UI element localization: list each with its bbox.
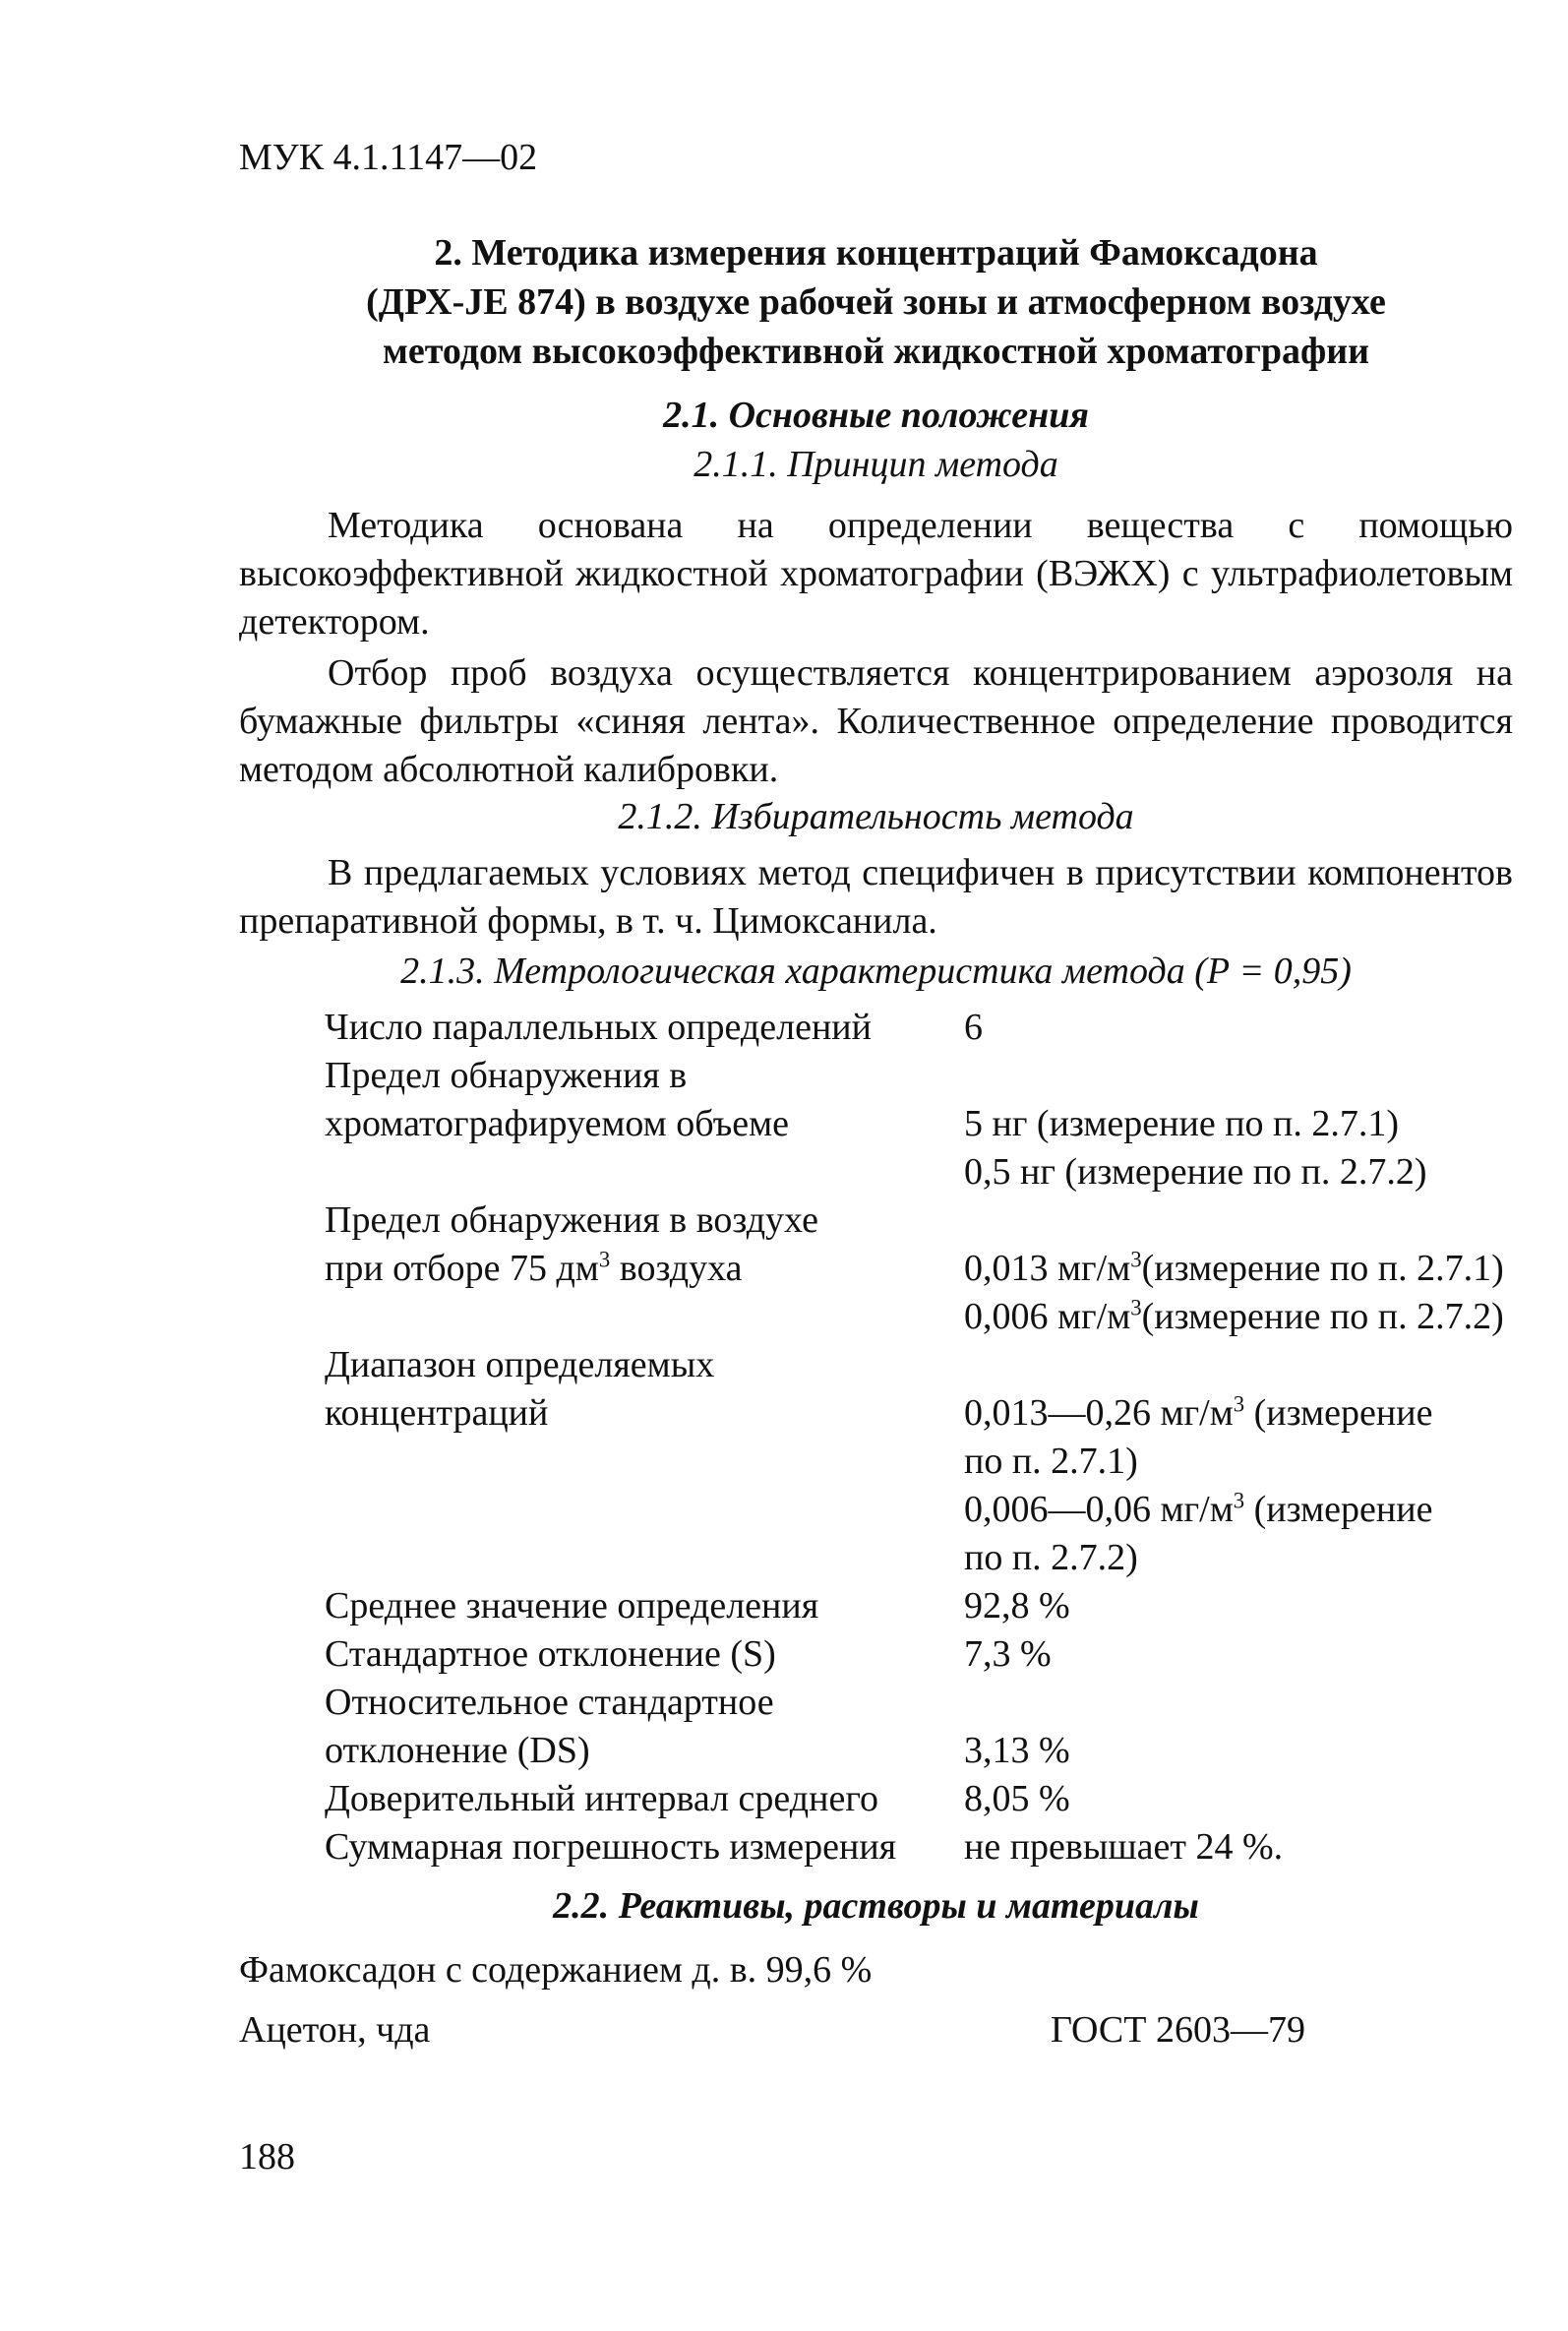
detect-vol-value-2: 0,5 нг (измерение по п. 2.7.2) [964,1151,1427,1193]
total-value: не превышает 24 %. [964,1826,1284,1868]
paragraph-principle-2: Отбор проб воздуха осуществляется концентрированием аэрозоля на бумажные фильтры «синяя лента». Количественное определение проводится методом абсолютной калибровки. [239,652,1513,790]
material-name: Фамоксадон с содержанием д. в. 99,6 % [239,1949,873,1991]
subsection-2-1-1-title: 2.1.1. Принцип метода [694,444,1058,485]
detect-air-value-2-pre: 0,006 мг/м [964,1296,1131,1337]
parallel-label: Число параллельных определений [325,1007,872,1048]
rsd-value: 3,13 % [964,1730,1070,1771]
range-value-3-pre: 0,006—0,06 мг/м [964,1489,1234,1530]
material-standard: ГОСТ 2603—79 [1051,2009,1305,2051]
paragraph-selectivity: В предлагаемых условиях метод специфичен в присутствии компонентов препаративной формы, в т. ч. Цимоксанила. [239,852,1513,942]
parallel-value: 6 [964,1007,983,1048]
range-value-1 [964,1389,1554,1438]
rsd-label-1: Относительное стандартное [325,1682,774,1723]
range-value-3 [964,1486,1554,1534]
heading-line-3: методом высокоэффективной жидкостной хроматографии [382,331,1370,372]
subsection-2-1-title: 2.1. Основные положения [663,395,1089,436]
detect-vol-value-1: 5 нг (измерение по п. 2.7.1) [964,1103,1400,1144]
range-value-4: по п. 2.7.2) [964,1537,1138,1578]
range-label-2: концентраций [325,1392,549,1434]
detect-air-value-2 [964,1293,1554,1341]
detect-air-label-2-post: воздуха [610,1248,743,1289]
paragraph-principle-1: Методика основана на определении вещества с помощью высокоэффективной жидкостной хроматографии (ВЭЖХ) с ультрафиолетовым детектором. [239,505,1513,643]
superscript: 3 [1130,1295,1142,1320]
rsd-label-2: отклонение (DS) [325,1730,590,1771]
detect-vol-label-2: хроматографируемом объеме [325,1103,790,1144]
material-name: Ацетон, чда [239,2009,431,2051]
detect-air-label-1: Предел обнаружения в воздухе [325,1199,818,1241]
range-value-2: по п. 2.7.1) [964,1441,1138,1482]
range-label-1: Диапазон определяемых [325,1344,715,1385]
ci-value: 8,05 % [964,1778,1070,1819]
ci-label: Доверительный интервал среднего [325,1778,878,1819]
detect-vol-label-1: Предел обнаружения в [325,1055,688,1096]
detect-air-label-2 [325,1245,954,1293]
superscript: 3 [1233,1391,1245,1417]
document-code: МУК 4.1.1147—02 [239,137,538,178]
subsection-2-1-2-title: 2.1.2. Избирательность метода [618,796,1134,837]
superscript: 3 [1233,1488,1245,1513]
mean-label: Среднее значение определения [325,1585,819,1626]
range-value-1-pre: 0,013—0,26 мг/м [964,1392,1234,1434]
list-item [239,1940,1341,2000]
detect-air-value-1-post: (измерение по п. 2.7.1) [1141,1248,1504,1289]
section-heading [239,228,1513,376]
mean-value: 92,8 % [964,1585,1070,1626]
detect-air-label-2-pre: при отборе 75 дм [325,1248,599,1289]
range-value-3-post: (измерение [1244,1489,1433,1530]
std-value: 7,3 % [964,1633,1052,1675]
detect-air-value-1 [964,1245,1554,1293]
heading-line-1: 2. Методика измерения концентраций Фамоксадона [434,232,1318,274]
page-number: 188 [239,2136,295,2178]
subsection-2-2-title: 2.2. Реактивы, растворы и материалы [553,1885,1199,1927]
total-label: Суммарная погрешность измерения [325,1826,897,1868]
subsection-2-1-3-title: 2.1.3. Метрологическая характеристика метода (Р = 0,95) [400,951,1352,992]
std-label: Стандартное отклонение (S) [325,1633,776,1675]
heading-line-2: (ДРХ-JE 874) в воздухе рабочей зоны и атмосферном воздухе [366,281,1386,323]
superscript: 3 [598,1247,611,1272]
materials-list [239,1940,1341,2060]
detect-air-value-1-pre: 0,013 мг/м [964,1248,1131,1289]
range-value-1-post: (измерение [1244,1392,1433,1434]
detect-air-value-2-post: (измерение по п. 2.7.2) [1141,1296,1504,1337]
superscript: 3 [1130,1247,1142,1272]
list-item [239,2000,1341,2060]
